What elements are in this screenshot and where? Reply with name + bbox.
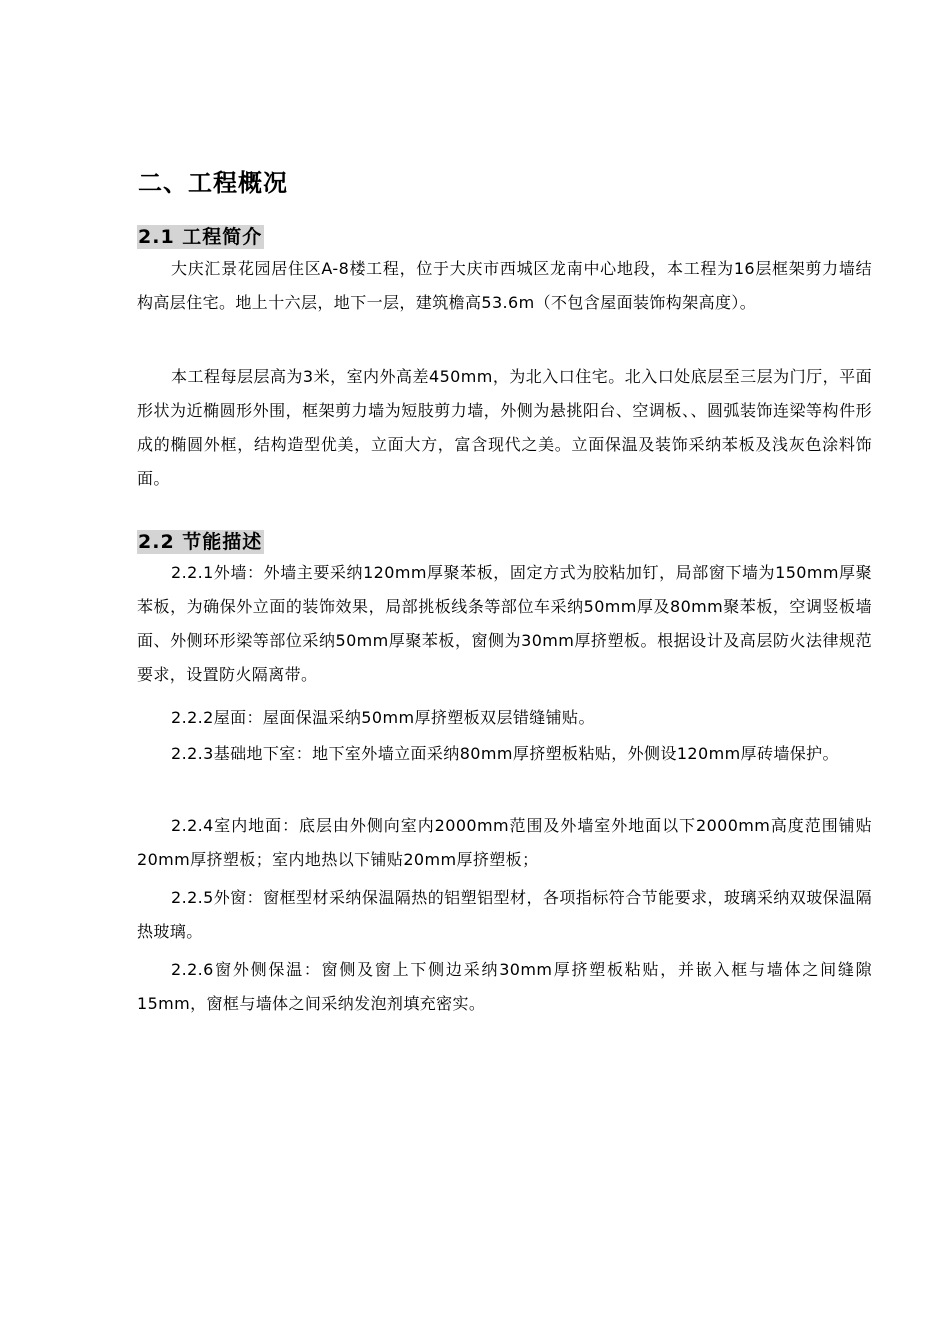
paragraph-basement: 2.2.3基础地下室：地下室外墙立面采纳80mm厚挤塑板粘贴，外侧设120mm厚砖墙保护。 xyxy=(171,744,839,763)
section-heading-2-2: 2.2 节能描述 xyxy=(138,531,263,553)
paragraph-roof: 2.2.2屋面：屋面保温采纳50mm厚挤塑板双层错缝铺贴。 xyxy=(171,708,595,727)
paragraph-project-location: 大庆汇景花园居住区A-8楼工程，位于大庆市西城区龙南中心地段，本工程为16层框架剪力墙结构高层住宅。地上十六层，地下一层，建筑檐高53.6m（不包含屋面装饰构架高度）。 xyxy=(137,259,872,312)
paragraph-project-structure: 本工程每层层高为3米，室内外高差450mm，为北入口住宅。北入口处底层至三层为门厅，平面形状为近椭圆形外围，框架剪力墙为短肢剪力墙，外侧为悬挑阳台、空调板、、圆弧装饰连梁等构件形成的椭圆外框，结构造型优美，立面大方，富含现代之美。立面保温及装饰采纳苯板及浅灰色涂料饰面。 xyxy=(137,367,872,488)
paragraph-window-insulation: 2.2.6窗外侧保温：窗侧及窗上下侧边采纳30mm厚挤塑板粘贴，并嵌入框与墙体之间缝隙15mm，窗框与墙体之间采纳发泡剂填充密实。 xyxy=(137,960,872,1013)
section-heading-2-1: 2.1 工程简介 xyxy=(138,226,263,248)
chapter-title: 二、工程概况 xyxy=(138,169,288,197)
paragraph-indoor-floor: 2.2.4室内地面：底层由外侧向室内2000mm范围及外墙室外地面以下2000mm高度范围铺贴20mm厚挤塑板；室内地热以下铺贴20mm厚挤塑板； xyxy=(137,816,872,869)
paragraph-exterior-wall: 2.2.1外墙：外墙主要采纳120mm厚聚苯板，固定方式为胶粘加钉，局部窗下墙为150mm厚聚苯板，为确保外立面的装饰效果，局部挑板线条等部位车采纳50mm厚及80mm聚苯板，空调竖板墙面、外侧环形梁等部位采纳50mm厚聚苯板，窗侧为30mm厚挤塑板。根据设计及高层防火法律规范要求，设置防火隔离带。 xyxy=(137,563,872,684)
paragraph-exterior-window: 2.2.5外窗：窗框型材采纳保温隔热的铝塑铝型材，各项指标符合节能要求，玻璃采纳双玻保温隔热玻璃。 xyxy=(137,888,872,941)
